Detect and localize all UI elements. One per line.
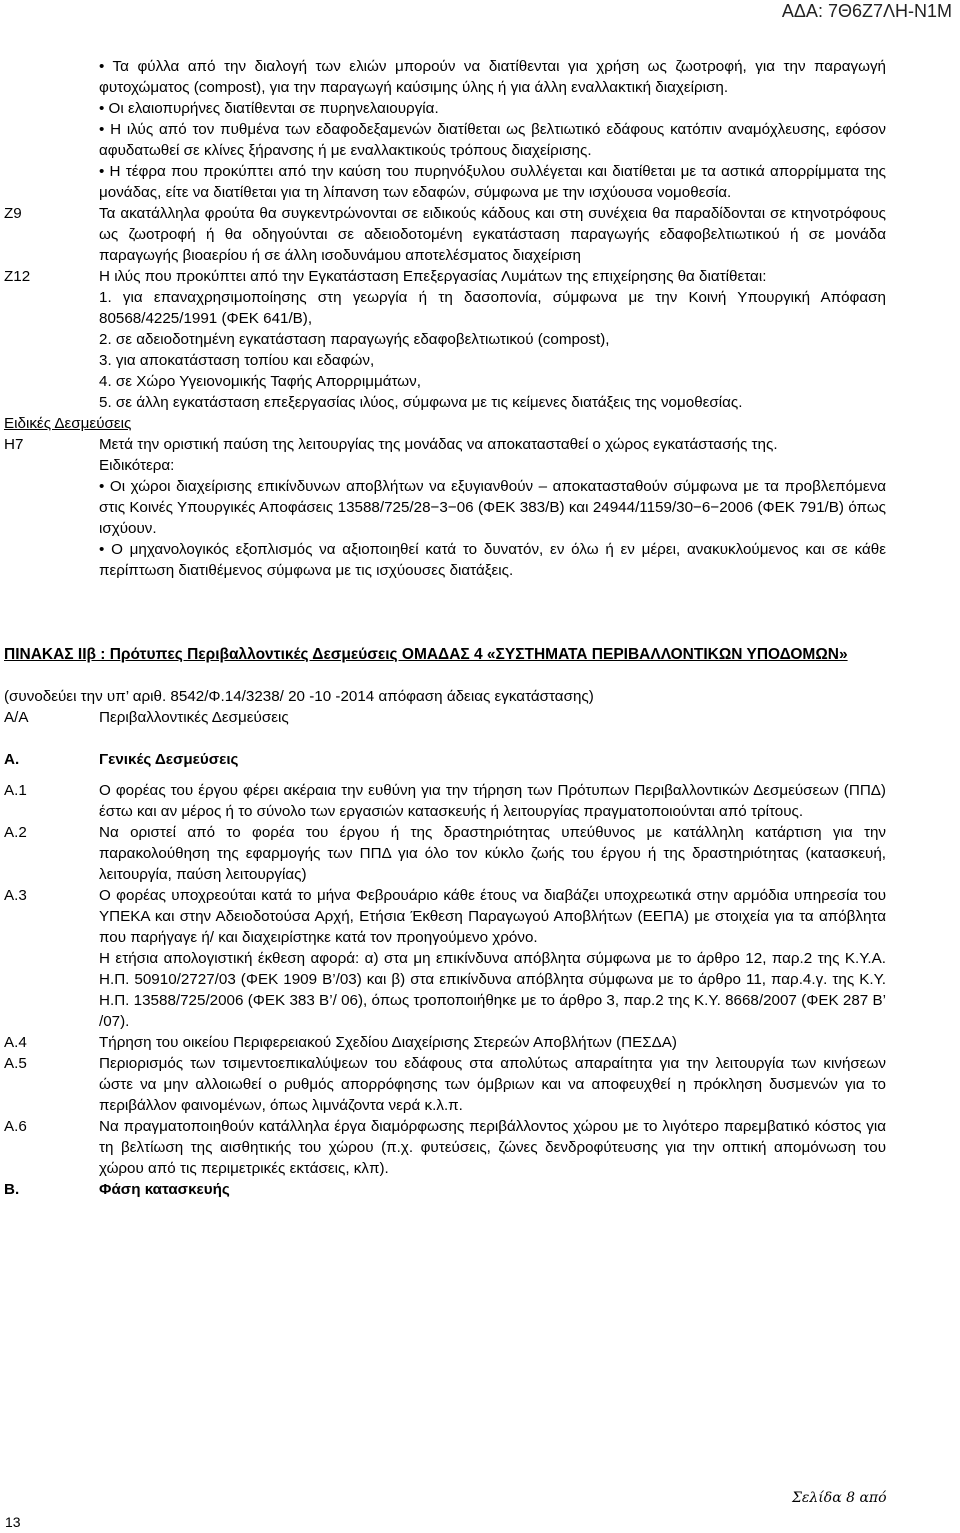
z12-item: 3. για αποκατάσταση τοπίου και εδαφών, (99, 352, 375, 369)
page-number-label: Σελίδα 8 από (792, 1490, 887, 1506)
section-a-row (4, 749, 886, 770)
accompanies-note: (συνοδεύει την υπ’ αριθ. 8542/Φ.14/3238/ 20 -10 -2014 απόφαση άδειας εγκατάστασης) (4, 688, 594, 705)
h7-bullet-hazardous: • Οι χώροι διαχείρισης επικίνδυνων αποβλήτων να εξυγιανθούν – αποκατασταθούν σύμφωνα με τα προβλεπόμενα στις Κοινές Υπουργικές Αποφάσεις 13588/725/28−3−06 (ΦΕΚ 383/Β) και 24944/1159/30−6−2006 (ΦΕΚ 791/Β) όπως ισχύουν. (99, 478, 886, 537)
a6-code: Α.6 (4, 1118, 27, 1135)
h7-row (4, 434, 886, 581)
a4-code: Α.4 (4, 1034, 27, 1051)
ada-code: ΑΔΑ: 7Θ6Ζ7ΛΗ-Ν1Μ (781, 1, 952, 21)
a6-text: Να πραγματοποιηθούν κατάλληλα έργα διαμόρφωσης περιβάλλοντος χώρου με το λιγότερο παρεμβατικό κόστος για τη βελτίωση της αισθητικής του χώρου (π.χ. φυτεύσεις, ζώνες δενδροφύτευσης για την οπτική απομόνωση του χώρου από τις περιμετρικές εκτάσεις, κλπ). (99, 1118, 886, 1177)
section-a-code: Α. (4, 751, 20, 768)
a3-code: Α.3 (4, 887, 27, 904)
table-title: ΠΙΝΑΚΑΣ ΙΙβ : Πρότυπες Περιβαλλοντικές Δεσμεύσεις ΟΜΑΔΑΣ 4 «ΣΥΣΤΗΜΑΤΑ ΠΕΡΙΒΑΛΛΟΝΤΙΚΩΝ ΥΠΟΔΟΜΩΝ» (4, 646, 848, 663)
z12-code: Ζ12 (4, 268, 31, 285)
a2-row (4, 822, 886, 885)
z9-row (4, 203, 886, 266)
h7-more: Ειδικότερα: (99, 457, 175, 474)
z12-item: 2. σε αδειοδοτημένη εγκατάσταση παραγωγής εδαφοβελτιωτικού (compost), (99, 331, 610, 348)
a1-code: Α.1 (4, 782, 27, 799)
a1-text: Ο φορέας του έργου φέρει ακέραια την ευθύνη για την τήρηση των Πρότυπων Περιβαλλοντικών Δεσμεύσεων (ΠΠΔ) έστω και αν μέρος ή το σύνολο των εργασιών κατασκευής ή λειτουργίας πραγματοποιούνται από τρίτους. (99, 782, 886, 820)
h7-text: Μετά την οριστική παύση της λειτουργίας της μονάδας να αποκατασταθεί ο χώρος εγκατάστασής της. (99, 436, 778, 453)
z12-item: 4. σε Χώρο Υγειονομικής Ταφής Απορριμμάτων, (99, 373, 421, 390)
bullet-leaves: • Τα φύλλα από την διαλογή των ελιών μπορούν να διατίθενται για χρήση ως ζωοτροφή, για την παραγωγή φυτοχώματος (compost), για την παραγωγή καύσιμης ύλης ή για άλλη εναλλακτική διαχείριση. (99, 58, 886, 96)
section-a-title: Γενικές Δεσμεύσεις (99, 751, 239, 768)
z9-text: Τα ακατάλληλα φρούτα θα συγκεντρώνονται σε ειδικούς κάδους και στη συνέχεια θα παραδίδονται σε κτηνοτρόφους ως ζωοτροφή ή θα οδηγούνται σε αδειοδοτομένη εγκατάσταση παραγωγής εδαφοβελτιωτικού ή σε μονάδα παραγωγής βιοαερίου ή σε άλλη ισοδυνάμου αποτελέσματος διαχείριση (99, 205, 886, 264)
h7-bullet-equipment: • Ο μηχανολογικός εξοπλισμός να αξιοποιηθεί κατά το δυνατόν, εν όλω ή εν μέρει, ανακυκλούμενος και σε κάθε περίπτωση διατιθέμενος σύμφωνα με τις ισχύουσες διατάξεις. (99, 541, 886, 579)
top-bullets (4, 56, 886, 203)
a2-text: Να οριστεί από το φορέα του έργου ή της δραστηριότητας υπεύθυνος με κατάλληλη κατάρτιση για την παρακολούθηση της εφαρμογής των ΠΠΔ για όλο τον κύκλο ζωής του έργου ή της δραστηριότητας (κατασκευή, λειτουργία, παύση λειτουργίας) (99, 824, 886, 883)
a5-code: Α.5 (4, 1055, 27, 1072)
a2-code: Α.2 (4, 824, 27, 841)
h7-code: Η7 (4, 436, 24, 453)
z12-item: 1. για επαναχρησιμοποίησης στη γεωργία ή τη δασοπονία, σύμφωνα με την Κοινή Υπουργική Απόφαση 80568/4225/1991 (ΦΕΚ 641/Β), (99, 289, 886, 327)
z12-row (4, 266, 886, 413)
aa-row (4, 707, 886, 728)
bullet-sludge: • Η ιλύς από τον πυθμένα των εδαφοδεξαμενών διατίθεται ως βελτιωτικό εδάφους κατόπιν αναμόχλευσης, εφόσον αφυδατωθεί σε κλίνες ξήρανσης ή με εναλλακτικούς τρόπους διαχείρισης. (99, 121, 886, 159)
a1-row (4, 780, 886, 822)
a3-extra: Η ετήσια απολογιστική έκθεση αφορά: α) στα μη επικίνδυνα απόβλητα σύμφωνα με το άρθρο 12, παρ.2 της Κ.Υ.Α. Η.Π. 50910/2727/03 (ΦΕΚ 1909 Β’/03) και β) στα επικίνδυνα απόβλητα σύμφωνα με το άρθρο 11, παρ.4.γ. της Κ.Υ. Η.Π. 13588/725/2006 (ΦΕΚ 383 Β’/ 06), όπως τροποποιήθηκε με το άρθρο 3, παρ.2 της Κ.Υ. 8668/2007 (ΦΕΚ 287 Β’ /07). (99, 950, 886, 1030)
a5-text: Περιορισμός των τσιμεντοεπικαλύψεων του εδάφους στα απολύτως απαραίτητα για την λειτουργία των κινήσεων ώστε να μην αλλοιωθεί ο ρυθμός απορρόφησης των όμβριων και να αποφευχθεί η πρόκληση δυσμενών για το περιβάλλον φαινομένων, όπως λιμνάζοντα νερά κ.λ.π. (99, 1055, 886, 1114)
z12-intro: Η ιλύς που προκύπτει από την Εγκατάσταση Επεξεργασίας Λυμάτων της επιχείρησης θα διατίθεται: (99, 268, 767, 285)
a5-row (4, 1053, 886, 1116)
document-body (4, 56, 886, 1200)
bullet-ash: • Η τέφρα που προκύπτει από την καύση του πυρηνόξυλου συλλέγεται και διατίθεται με τα αστικά απορρίμματα της μονάδας, είτε να διατίθεται για τη λίπανση των εδαφών, σύμφωνα με την ισχύουσα νομοθεσία. (99, 163, 886, 201)
a4-row (4, 1032, 886, 1053)
page-total: 13 (5, 1514, 21, 1530)
bullet-pits: • Οι ελαιοπυρήνες διατίθενται σε πυρηνελαιουργία. (99, 100, 439, 117)
a6-row (4, 1116, 886, 1179)
a3-text: Ο φορέας υποχρεούται κατά το μήνα Φεβρουάριο κάθε έτους να διαβάζει υποχρεωτικά στην αρμόδια υπηρεσία του ΥΠΕΚΑ και στην Αδειοδοτούσα Αρχή, Ετήσια Έκθεση Παραγωγού Αποβλήτων (ΕΕΠΑ) με στοιχεία για τα απόβλητα που παρήγαγε ή/ και διαχειρίστηκε κατά τον προηγούμενο χρόνο. (99, 887, 886, 946)
section-b-title: Φάση κατασκευής (99, 1181, 230, 1198)
special-heading: Ειδικές Δεσμεύσεις (4, 415, 132, 432)
section-b-code: Β. (4, 1181, 20, 1198)
section-b-row (4, 1179, 886, 1200)
z9-code: Ζ9 (4, 205, 22, 222)
z12-item: 5. σε άλλη εγκατάσταση επεξεργασίας ιλύος, σύμφωνα με τις κείμενες διατάξεις της νομοθεσίας. (99, 394, 743, 411)
a4-text: Τήρηση του οικείου Περιφερειακού Σχεδίου Διαχείρισης Στερεών Αποβλήτων (ΠΕΣΔΑ) (99, 1034, 677, 1051)
aa-code: Α/Α (4, 709, 29, 726)
aa-label: Περιβαλλοντικές Δεσμεύσεις (99, 709, 289, 726)
a3-row (4, 885, 886, 1032)
